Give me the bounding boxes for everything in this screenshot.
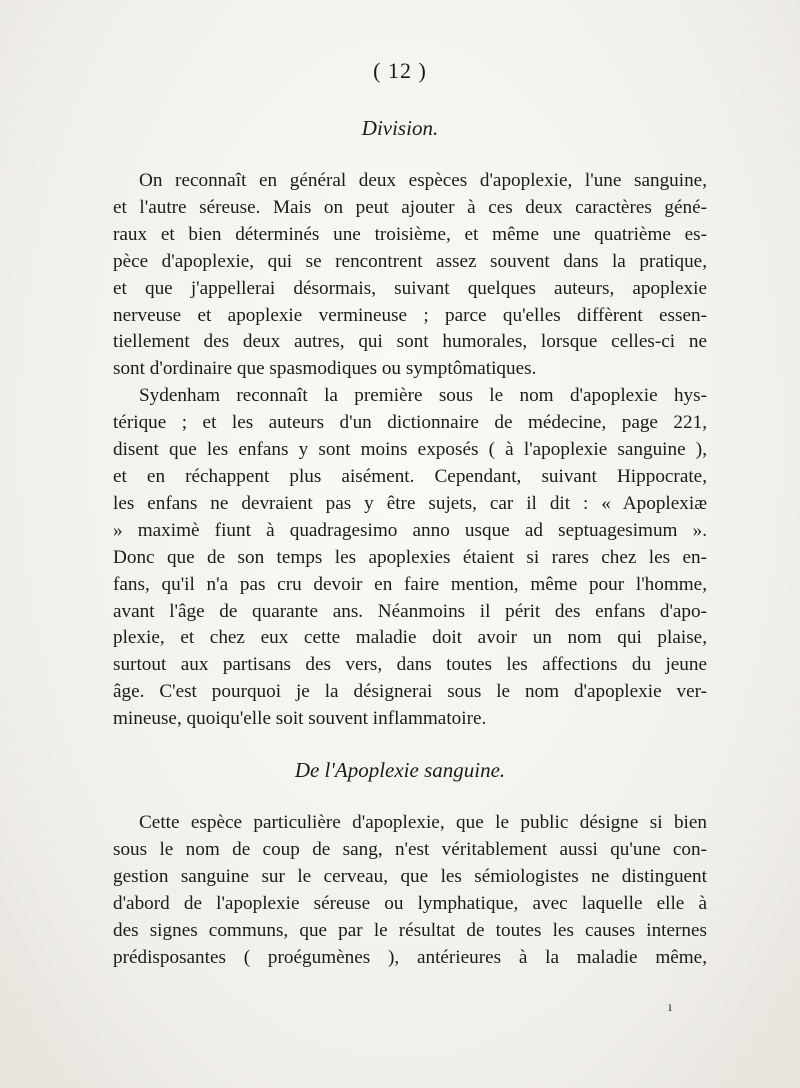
text-line: sont d'ordinaire que spasmodiques ou symptômatiques. (113, 358, 537, 380)
text-line: fans, qu'il n'a pas cru devoir en faire mention, même pour l'homme, (113, 573, 707, 595)
page-number: ( 12 ) (373, 58, 427, 83)
section-heading-sanguine: De l'Apoplexie sanguine. (294, 758, 506, 782)
text-line: mineuse, quoiqu'elle soit souvent inflammatoire. (113, 708, 487, 730)
text-line: raux et bien déterminés une troisième, et même une quatrième es- (113, 223, 707, 245)
text-line: plexie, et chez eux cette maladie doit avoir un nom qui plaise, (113, 627, 707, 649)
text-line: Donc que de son temps les apoplexies étaient si rares chez les en- (113, 546, 707, 568)
stray-mark: ı (668, 1000, 672, 1015)
text-line: âge. C'est pourquoi je la désignerai sous le nom d'apoplexie ver- (113, 681, 707, 703)
text-line: et que j'appellerai désormais, suivant quelques auteurs, apoplexie (113, 277, 707, 299)
text-line: des signes communs, que par le résultat de toutes les causes internes (113, 919, 707, 941)
section-heading-division: Division. (361, 116, 439, 140)
text-line: térique ; et les auteurs d'un dictionnaire de médecine, page 221, (113, 412, 707, 434)
text-line: tiellement des deux autres, qui sont humorales, lorsque celles-ci ne (113, 331, 707, 353)
text-line: avant l'âge de quarante ans. Néanmoins il périt des enfans d'apo- (113, 600, 707, 622)
text-line: disent que les enfans y sont moins exposés ( à l'apoplexie sanguine ), (113, 439, 707, 461)
text-line: nerveuse et apoplexie vermineuse ; parce qu'elles diffèrent essen- (113, 304, 707, 326)
section-division-text (113, 168, 707, 733)
text-line: d'abord de l'apoplexie séreuse ou lymphatique, avec laquelle elle à (113, 892, 707, 914)
section-sanguine-text (113, 810, 707, 971)
text-line: » maximè fiunt à quadragesimo anno usque ad septuagesimum ». (113, 519, 707, 541)
text-line: les enfans ne devraient pas y être sujets, car il dit : « Apoplexiæ (113, 492, 707, 514)
text-line: et en réchappent plus aisément. Cependant, suivant Hippocrate, (113, 465, 707, 487)
text-line: Sydenham reconnaît la première sous le nom d'apoplexie hys- (139, 385, 707, 407)
text-line: Cette espèce particulière d'apoplexie, que le public désigne si bien (139, 812, 707, 833)
text-line: surtout aux partisans des vers, dans toutes les affections du jeune (113, 654, 707, 676)
text-line: On reconnaît en général deux espèces d'apoplexie, l'une sanguine, (139, 170, 707, 191)
text-line: sous le nom de coup de sang, n'est véritablement aussi qu'une con- (113, 838, 707, 860)
text-line: gestion sanguine sur le cerveau, que les sémiologistes ne distinguent (113, 865, 707, 887)
text-line: prédisposantes ( proégumènes ), antérieures à la maladie même, (113, 946, 707, 968)
text-line: pèce d'apoplexie, qui se rencontrent assez souvent dans la pratique, (113, 250, 707, 272)
text-line: et l'autre séreuse. Mais on peut ajouter à ces deux caractères géné- (113, 196, 707, 218)
